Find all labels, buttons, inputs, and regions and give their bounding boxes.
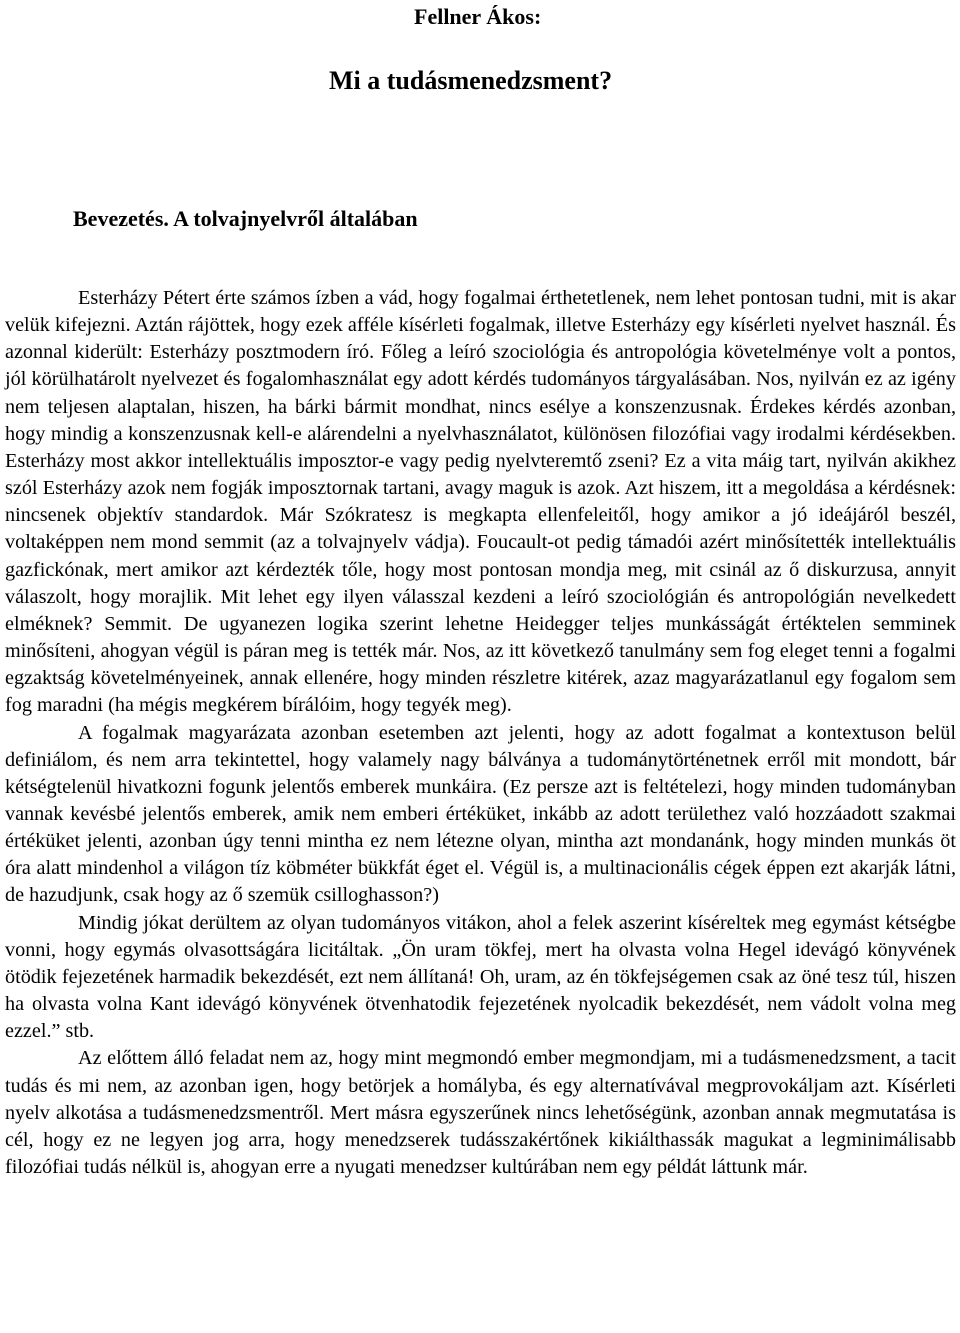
paragraph-4: Az előttem álló feladat nem az, hogy mint megmondó ember megmondjam, mi a tudásmenedzsment, a tacit tudás és mi nem, az azonban igen, hogy betörjek a homályba, és egy alternatívával megprovokáljam azt. Kísérleti nyelv alkotása a tudásmenedzsmentről. Mert másra egyszerűnek nincs lehetőségünk, azonban annak megmutatása is cél, hogy ez ne legyen jog arra, hogy menedzserek tudásszakértőnek kikiálthassák magukat a legminimálisabb filozófiai tudás nélkül is, ahogyan erre a nyugati menedzser kultúrában nem egy példát láttunk már. xyxy=(5,1047,956,1178)
author-name: Fellner Ákos: xyxy=(414,4,542,29)
paragraph-1: Esterházy Pétert érte számos ízben a vád, hogy fogalmai érthetetlenek, nem lehet pontosan tudni, mit is akar velük kifejezni. Aztán rájöttek, hogy ezek afféle kísérleti fogalmak, illetve Esterházy egy kísérleti nyelvet használ. És azonnal kiderült: Esterházy posztmodern író. Főleg a leíró szociológia és antropológia követelménye volt a pontos, jól körülhatárolt nyelvezet és fogalomhasználat egy adott kérdés tudományos tárgyalásában. Nos, nyilván ez az igény nem teljesen alaptalan, hiszen, ha bárki bármit mondhat, nincs esélye a konszenzusnak. Érdekes kérdés azonban, hogy mindig a konszenzusnak kell-e alárendelni a nyelvhasználatot, különösen filozófiai vagy irodalmi kérdésekben. Esterházy most akkor intellektuális imposztor-e vagy pedig nyelvteremtő zseni? Ez a vita máig tart, nyilván akikhez szól Esterházy azok nem fogják imposztornak tartani, avagy maguk is azok. Azt hiszem, itt a megoldása a kérdésnek: nincsenek objektív standardok. Már Szókratesz is megkapta ellenfeleitől, hogy amikor a jó ideájáról beszél, voltaképpen nem mond semmit (az a tolvajnyelv vádja). Foucault-ot pedig támadói azért minősítették intellektuális gazfickónak, mert amikor azt kérdezték tőle, hogy most pontosan mondja meg, mit csinál az ő diskurzusa, annyit válaszolt, hogy morajlik. Mit lehet egy ilyen válasszal kezdeni a leíró szociológián és antropológián nevelkedett elméknek? Semmit. De ugyanezen logika szerint lehetne Heidegger teljes munkásságát értéktelen semminek minősíteni, ahogyan végül is páran meg is tették már. Nos, az itt következő tanulmány sem fog eleget tenni a fogalmi egzaktság követelményeinek, annak ellenére, hogy minden részletre kitérek, azaz magyarázatlanul egy fogalom sem fog maradni (ha mégis megkérem bírálóim, hogy tegyék meg). xyxy=(5,287,956,717)
paragraph-3: Mindig jókat derültem az olyan tudományos vitákon, ahol a felek aszerint kíséreltek meg egymást kétségbe vonni, hogy egymás olvasottságára licitáltak. „Ön uram tökfej, mert ha olvasta volna Hegel idevágó könyvének ötödik fejezetének harmadik bekezdését, ezt nem állítaná! Oh, uram, az én tökfejségemen csak az öné tesz túl, hiszen ha olvasta volna Kant idevágó könyvének ötvenhatodik fejezetének nyolcadik bekezdését, nem vádolt volna meg ezzel.” stb. xyxy=(5,911,956,1043)
paragraph-2: A fogalmak magyarázata azonban esetemben azt jelenti, hogy az adott fogalmat a kontextuson belül definiálom, és nem arra tekintettel, hogy valamely nagy bálványa a tudománytörténetnek erről mit mondott, bár kétségtelenül hivatkozni fogunk jelentős emberek munkáira. (Ez persze azt is feltételezi, hogy minden tudományban vannak kevésbé jelentős emberek, amik nem emberi értéküket, inkább az adott területhez való hozzáadott szakmai értéküket jelenti, azonban úgy tenni mintha ez nem létezne olyan, mintha azt mondanánk, hogy minden munkás öt óra alatt mindenhol a világon tíz köbméter bükkfát éget el. Végül is, a multinacionális cégek éppen ezt akarják látni, de hazudjunk, csak hogy az ő szemük csilloghasson?) xyxy=(5,721,956,907)
section-heading: Bevezetés. A tolvajnyelvről általában xyxy=(73,206,418,231)
document-title: Mi a tudásmenedzsment? xyxy=(329,66,613,95)
body-text xyxy=(5,285,956,1181)
